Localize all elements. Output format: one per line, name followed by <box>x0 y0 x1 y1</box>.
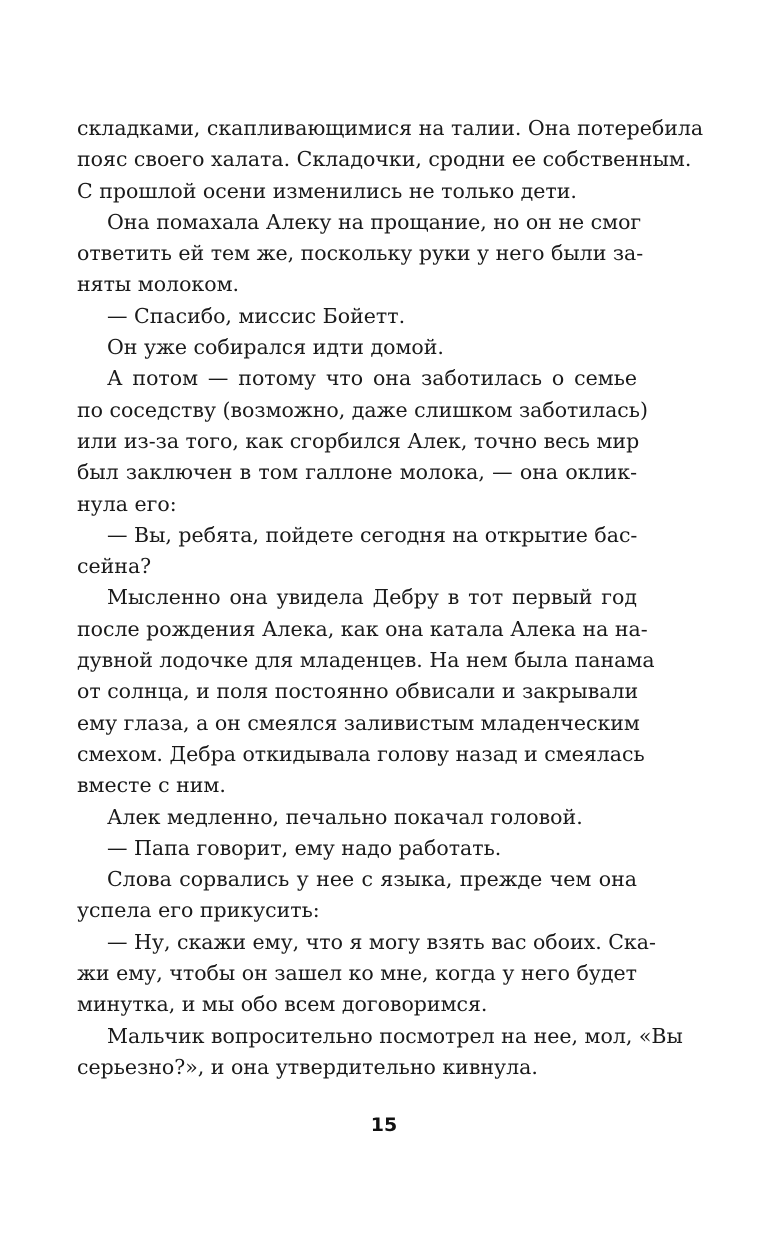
text-line: Он уже собирался идти домой. <box>107 335 444 360</box>
text-line: был заключен в том галлоне молока, — она оклик- <box>77 460 637 485</box>
text-line: ответить ей тем же, поскольку руки у него были за- <box>77 241 644 266</box>
text-line: жи ему, чтобы он зашел ко мне, когда у него будет <box>77 961 637 986</box>
body-text <box>77 113 704 1083</box>
text-line: пояс своего халата. Складочки, сродни ее собственным. <box>77 147 692 172</box>
text-line: — Вы, ребята, пойдете сегодня на открытие бас- <box>107 522 638 547</box>
text-line: по соседству (возможно, даже слишком заботилась) <box>77 397 648 422</box>
text-line: няты молоком. <box>77 272 240 297</box>
text-line: вместе с ним. <box>77 773 226 798</box>
text-line: дувной лодочке для младенцев. На нем была панама <box>77 648 655 673</box>
text-line: от солнца, и поля постоянно обвисали и закрывали <box>77 679 639 704</box>
text-line: нула его: <box>77 491 177 516</box>
text-line: — Ну, скажи ему, что я могу взять вас обоих. Ска- <box>107 929 656 954</box>
page-number: 15 <box>370 1114 398 1136</box>
text-line: Слова сорвались у нее с языка, прежде чем она <box>107 867 637 892</box>
text-line: — Спасибо, миссис Бойетт. <box>107 303 406 328</box>
text-line: С прошлой осени изменились не только дети. <box>77 178 577 203</box>
text-line: или из-за того, как сгорбился Алек, точно весь мир <box>77 428 640 453</box>
text-line: Мысленно она увидела Дебру в тот первый год <box>107 585 637 610</box>
text-line: Алек медленно, печально покачал головой. <box>107 804 583 829</box>
text-line: успела его прикусить: <box>77 898 320 923</box>
text-line: ему глаза, а он смеялся заливистым младенческим <box>77 710 640 735</box>
text-line: минутка, и мы обо всем договоримся. <box>77 992 488 1017</box>
text-line: серьезно?», и она утвердительно кивнула. <box>77 1054 538 1079</box>
text-line: — Папа говорит, ему надо работать. <box>107 835 502 860</box>
text-line: смехом. Дебра откидывала голову назад и смеялась <box>77 741 645 766</box>
text-line: Мальчик вопросительно посмотрел на нее, мол, «Вы <box>107 1023 683 1048</box>
text-line: А потом — потому что она заботилась о семье <box>107 366 637 391</box>
text-line: сейна? <box>77 554 152 579</box>
text-line: складками, скапливающимися на талии. Она потеребила <box>77 116 704 140</box>
text-line: Она помахала Алеку на прощание, но он не смог <box>107 209 642 234</box>
text-line: после рождения Алека, как она катала Алека на на- <box>77 616 648 641</box>
